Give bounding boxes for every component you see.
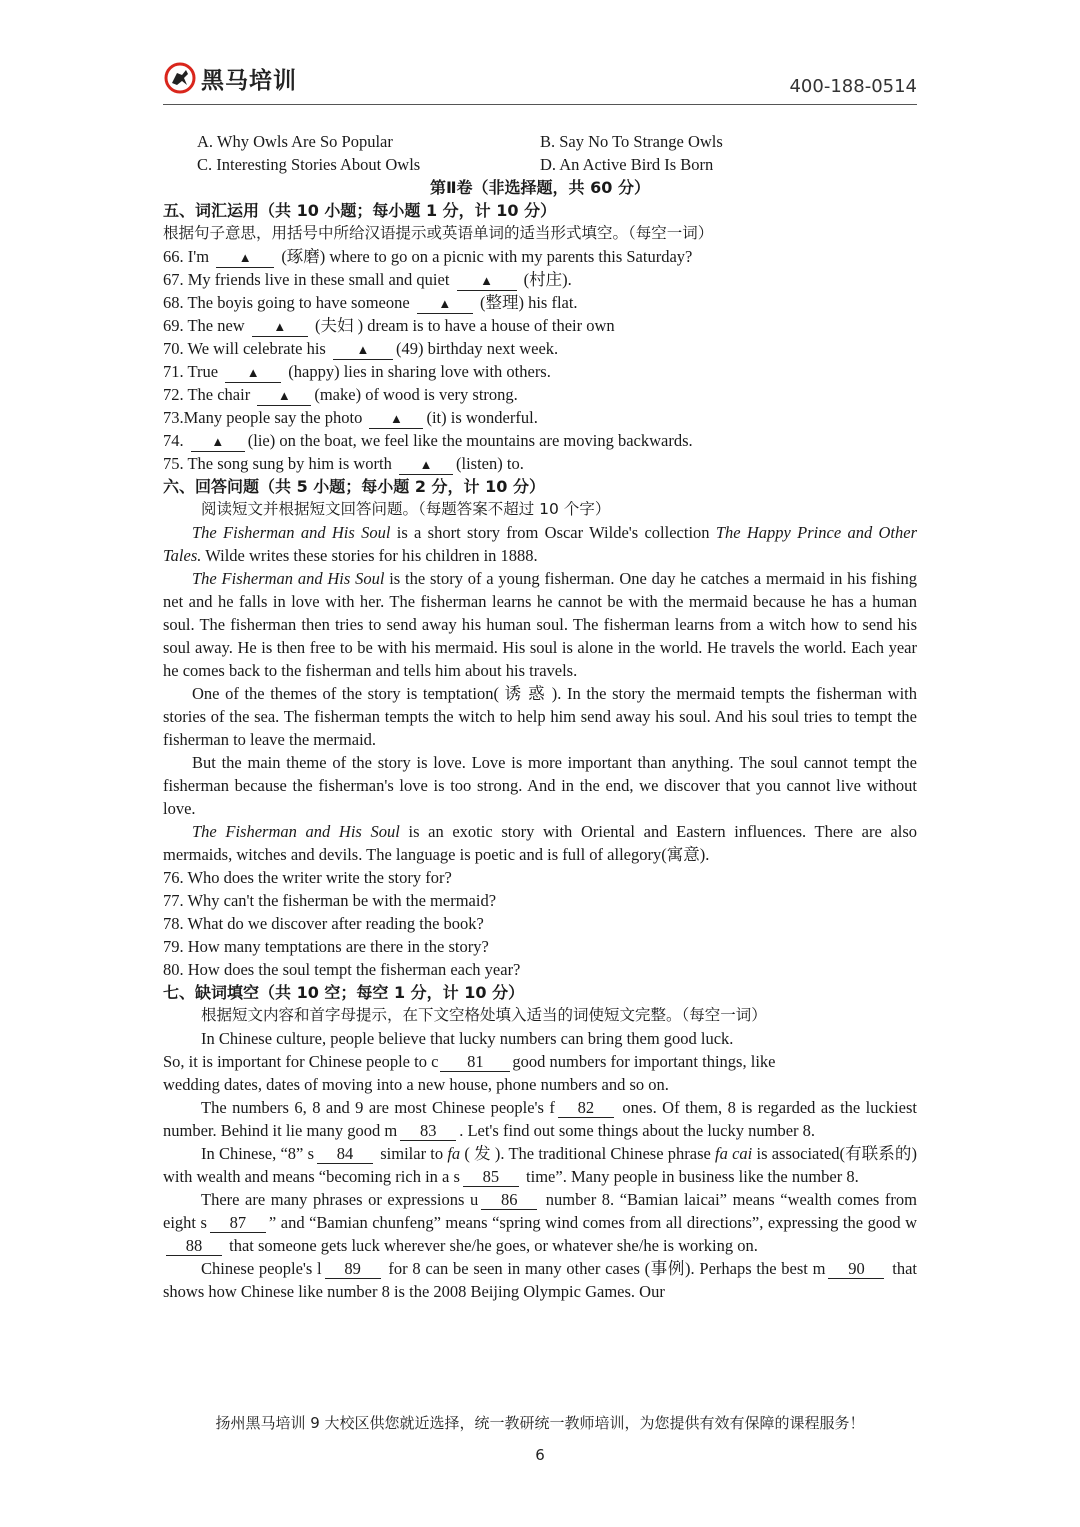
- question-80: 80. How does the soul tempt the fisherman each year?: [163, 960, 521, 979]
- page-number: 6: [535, 1446, 545, 1464]
- answer-blank[interactable]: ▲: [369, 409, 423, 429]
- phone-number: 400-188-0514: [789, 76, 917, 97]
- cloze-paragraph-3: In Chinese, “8” s 84 similar to fa ( 发 ). The traditional Chinese phrase fa cai is associated(有联系的) with wealth and means “becoming rich in a s 85 time”. Many people in business like the number 8.: [163, 1144, 917, 1186]
- answer-blank[interactable]: ▲: [191, 432, 245, 452]
- answer-blank[interactable]: ▲: [457, 271, 517, 291]
- cloze-blank-84[interactable]: 84: [317, 1145, 373, 1164]
- question-68: 68. The boyis going to have someone ▲ (整理) his flat.: [163, 293, 578, 312]
- answer-blank[interactable]: ▲: [225, 363, 281, 383]
- question-70: 70. We will celebrate his ▲ (49) birthday next week.: [163, 339, 559, 358]
- page-content: [163, 130, 917, 1303]
- question-76: 76. Who does the writer write the story for?: [163, 868, 452, 887]
- question-79: 79. How many temptations are there in the story?: [163, 937, 489, 956]
- cloze-paragraph-5: Chinese people's l 89 for 8 can be seen in many other cases (事例). Perhaps the best m 90 that shows how Chinese like number 8 is the 2008 Beijing Olympic Games. Our: [163, 1259, 917, 1301]
- cloze-blank-88[interactable]: 88: [166, 1237, 222, 1256]
- cloze-blank-90[interactable]: 90: [828, 1260, 884, 1279]
- cloze-paragraph-1: In Chinese culture, people believe that lucky numbers can bring them good luck. So, it is important for Chinese people to c 81 good numbers for important things, like wedding dates, dates of moving into a new house, phone numbers and so on.: [163, 1029, 776, 1094]
- answer-options-row-1: [163, 130, 917, 153]
- horse-logo-icon: [163, 61, 197, 95]
- footer-note: 扬州黑马培训 9 大校区供您就近选择，统一教研统一教师培训，为您提供有效有保障的课程服务！: [215, 1414, 865, 1432]
- option-b: B. Say No To Strange Owls: [540, 132, 723, 151]
- section6-title: 六、回答问题（共 5 小题；每小题 2 分，计 10 分）: [163, 477, 545, 496]
- question-74: 74. ▲ (lie) on the boat, we feel like the mountains are moving backwards.: [163, 431, 693, 450]
- option-a: A. Why Owls Are So Popular: [197, 132, 393, 151]
- answer-blank[interactable]: ▲: [333, 340, 393, 360]
- section5-title: 五、词汇运用（共 10 小题；每小题 1 分，计 10 分）: [163, 201, 557, 220]
- brand-logo: [163, 60, 297, 96]
- answer-blank[interactable]: ▲: [399, 455, 453, 475]
- section5-instruction: 根据句子意思，用括号中所给汉语提示或英语单词的适当形式填空。（每空一词）: [163, 224, 714, 242]
- passage-paragraph-3: One of the themes of the story is temptation( 诱 惑 ). In the story the mermaid tempts the fisherman with stories of the sea. The fisherman tempts the witch to help him send away his soul. And his soul tries to tempt the fisherman to leave the mermaid.: [163, 684, 917, 749]
- cloze-paragraph-2: The numbers 6, 8 and 9 are most Chinese people's f 82 ones. Of them, 8 is regarded as the luckiest number. Behind it lie many good m 83 . Let's find out some things about the lucky number 8.: [163, 1098, 917, 1140]
- question-67: 67. My friends live in these small and quiet ▲ (村庄).: [163, 270, 572, 289]
- header-divider: [163, 104, 917, 105]
- question-72: 72. The chair ▲ (make) of wood is very strong.: [163, 385, 518, 404]
- question-75: 75. The song sung by him is worth ▲ (listen) to.: [163, 454, 524, 473]
- cloze-blank-82[interactable]: 82: [558, 1099, 614, 1118]
- brand-name: 黑马培训: [201, 67, 297, 94]
- section6-instruction: 阅读短文并根据短文回答问题。（每题答案不超过 10 个字）: [201, 500, 611, 518]
- section7-title: 七、缺词填空（共 10 空；每空 1 分，计 10 分）: [163, 983, 525, 1002]
- answer-blank[interactable]: ▲: [257, 386, 311, 406]
- part2-title: 第Ⅱ卷（非选择题，共 60 分）: [430, 178, 650, 197]
- answer-blank[interactable]: ▲: [216, 248, 274, 268]
- section7-instruction: 根据短文内容和首字母提示，在下文空格处填入适当的词使短文完整。（每空一词）: [201, 1006, 767, 1024]
- page-header: [163, 56, 917, 104]
- cloze-blank-89[interactable]: 89: [325, 1260, 381, 1279]
- cloze-blank-86[interactable]: 86: [481, 1191, 537, 1210]
- cloze-blank-87[interactable]: 87: [210, 1214, 266, 1233]
- cloze-blank-81[interactable]: 81: [440, 1053, 510, 1072]
- passage-paragraph-5: The Fisherman and His Soul is an exotic story with Oriental and Eastern influences. There are also mermaids, witches and devils. The language is poetic and is full of allegory(寓意).: [163, 822, 918, 864]
- question-66: 66. I'm ▲ (琢磨) where to go on a picnic with my parents this Saturday?: [163, 247, 693, 266]
- option-d: D. An Active Bird Is Born: [540, 155, 714, 174]
- question-78: 78. What do we discover after reading the book?: [163, 914, 484, 933]
- answer-blank[interactable]: ▲: [417, 294, 473, 314]
- passage-paragraph-4: But the main theme of the story is love. Love is more important than anything. The soul cannot tempt the fisherman because the fisherman's love is too strong. And in the end, we discover that you cannot live without love.: [163, 753, 917, 818]
- question-73: 73.Many people say the photo ▲ (it) is wonderful.: [163, 408, 538, 427]
- passage-paragraph-2: The Fisherman and His Soul is the story of a young fisherman. One day he catches a mermaid in his fishing net and he falls in love with her. The fisherman learns he cannot be with the mermaid because he has a human soul. The fisherman then tries to send away his human soul. The fisherman learns from a witch how to send his soul away. He is then free to be with his mermaid. His soul is alone in the world. He travels the world. Each year he comes back to the fisherman and tells him about his travels.: [163, 569, 917, 680]
- question-69: 69. The new ▲ (夫妇 ) dream is to have a house of their own: [163, 316, 615, 335]
- option-c: C. Interesting Stories About Owls: [197, 155, 421, 174]
- passage-paragraph-1: The Fisherman and His Soul is a short story from Oscar Wilde's collection The Happy Prince and Other Tales. Wilde writes these stories for his children in 1888.: [163, 523, 918, 565]
- question-77: 77. Why can't the fisherman be with the mermaid?: [163, 891, 497, 910]
- cloze-blank-83[interactable]: 83: [400, 1122, 456, 1141]
- cloze-blank-85[interactable]: 85: [463, 1168, 519, 1187]
- answer-blank[interactable]: ▲: [252, 317, 308, 337]
- question-71: 71. True ▲ (happy) lies in sharing love with others.: [163, 362, 551, 381]
- answer-options-row-2: [163, 153, 917, 176]
- cloze-paragraph-4: There are many phrases or expressions u 86 number 8. “Bamian laicai” means “wealth comes from eight s 87 ” and “Bamian chunfeng” means “spring wind comes from all directions”, expressing the good w88 that someone gets luck wherever she/he goes, or whatever she/he is working on.: [163, 1190, 917, 1255]
